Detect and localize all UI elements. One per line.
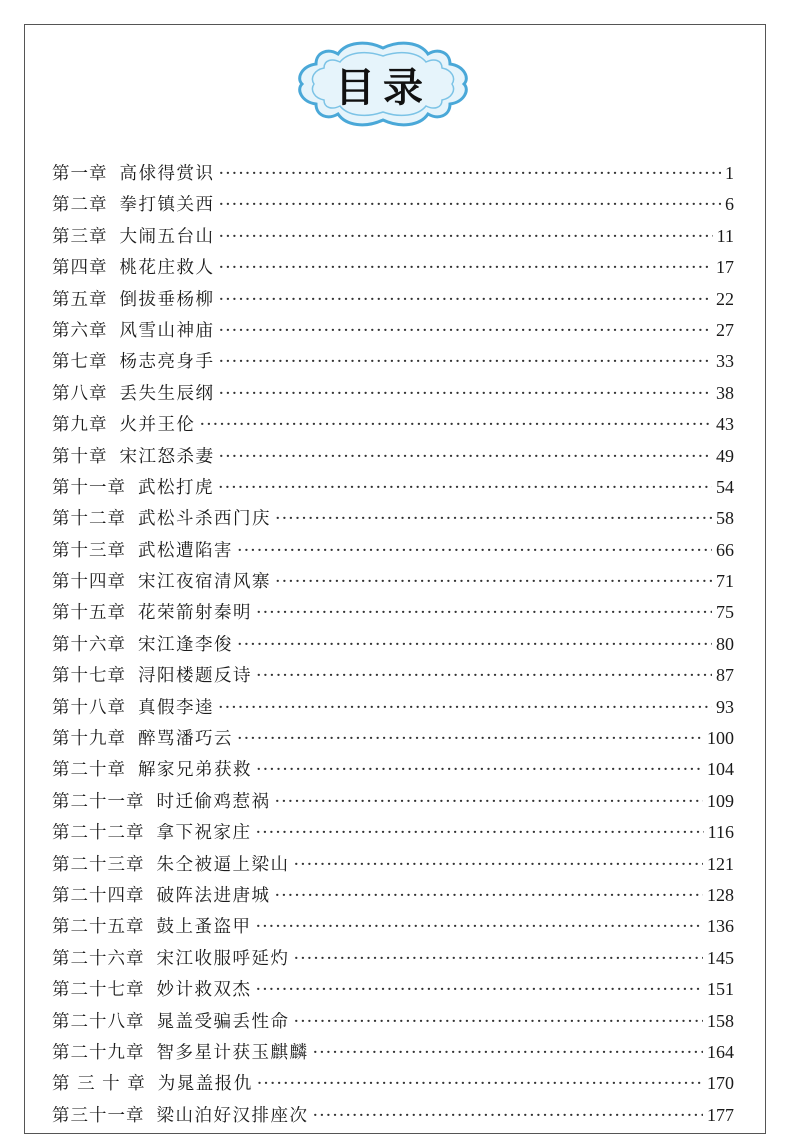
dot-leader: [218, 478, 712, 498]
chapter-number: 第十一章: [52, 477, 126, 498]
chapter-number: 第三十一章: [52, 1105, 145, 1126]
page-number: 121: [707, 853, 734, 874]
chapter-number: 第七章: [52, 352, 108, 373]
chapter-number: 第十五章: [52, 603, 126, 624]
chapter-number: 第二章: [52, 195, 108, 216]
toc-entry[interactable]: [52, 976, 734, 1007]
dot-leader: [275, 572, 712, 592]
page-number: 170: [707, 1073, 734, 1094]
chapter-number: 第二十六章: [52, 948, 145, 969]
chapter-number: 第二十章: [52, 760, 126, 781]
dot-leader: [218, 698, 712, 718]
chapter-number: 第三章: [52, 226, 108, 247]
dot-leader: [275, 886, 704, 906]
chapter-title: 丢失生辰纲: [119, 383, 215, 404]
page-number: 71: [716, 571, 734, 592]
chapter-number: 第二十四章: [52, 885, 145, 906]
dot-leader: [237, 541, 712, 561]
page-number: 11: [716, 225, 734, 246]
toc-entry[interactable]: [52, 1102, 734, 1133]
toc-entry[interactable]: [52, 286, 734, 317]
dot-leader: [256, 823, 704, 843]
toc-entry[interactable]: [52, 819, 734, 850]
dot-leader: [219, 290, 713, 310]
chapter-title: 妙计救双杰: [156, 980, 252, 1001]
chapter-number: 第十六章: [52, 634, 126, 655]
toc-entry[interactable]: [52, 348, 734, 379]
page-number: 80: [716, 633, 734, 654]
toc-entry[interactable]: [52, 756, 734, 787]
page-number: 109: [707, 790, 734, 811]
dot-leader: [256, 760, 703, 780]
chapter-title: 花荣箭射秦明: [138, 603, 252, 624]
chapter-number: 第十四章: [52, 572, 126, 593]
chapter-title: 醉骂潘巧云: [138, 729, 233, 750]
chapter-title: 高俅得赏识: [119, 164, 215, 184]
page-number: 17: [716, 257, 734, 278]
toc-entry[interactable]: [52, 788, 734, 819]
chapter-title: 解家兄弟获救: [138, 760, 252, 781]
dot-leader: [219, 384, 713, 404]
dot-leader: [275, 509, 712, 529]
table-of-contents: [52, 160, 734, 1133]
page-number: 6: [725, 194, 734, 215]
page-number: 145: [707, 947, 734, 968]
page-number: 177: [707, 1104, 734, 1125]
chapter-number: 第十七章: [52, 666, 126, 687]
dot-leader: [294, 949, 704, 969]
page-title: 目录: [335, 64, 431, 111]
toc-entry[interactable]: [52, 160, 734, 191]
toc-entry[interactable]: [52, 380, 734, 411]
toc-entry[interactable]: [52, 599, 734, 630]
chapter-title: 武松遭陷害: [138, 540, 233, 561]
page-number: 54: [716, 476, 734, 497]
dot-leader: [256, 917, 704, 937]
dot-leader: [294, 1012, 704, 1032]
toc-entry[interactable]: [52, 317, 734, 348]
chapter-title: 宋江夜宿清风寨: [138, 572, 271, 593]
dot-leader: [219, 258, 713, 278]
chapter-number: 第六章: [52, 320, 108, 341]
dot-leader: [237, 635, 712, 655]
chapter-number: 第二十三章: [52, 854, 145, 875]
chapter-title: 宋江收服呼延灼: [156, 948, 290, 969]
page-number: 22: [716, 288, 734, 309]
chapter-title: 宋江怒杀妻: [119, 446, 215, 467]
toc-entry[interactable]: [52, 851, 734, 882]
dot-leader: [256, 603, 712, 623]
dot-leader: [219, 321, 713, 341]
dot-leader: [313, 1106, 704, 1126]
toc-entry[interactable]: [52, 1070, 734, 1101]
toc-entry[interactable]: [52, 411, 734, 442]
chapter-number: 第四章: [52, 258, 108, 279]
toc-entry[interactable]: [52, 1008, 734, 1039]
chapter-title: 武松打虎: [138, 477, 214, 498]
chapter-number: 第九章: [52, 415, 108, 436]
page-number: 66: [716, 539, 734, 560]
page-number: 33: [716, 351, 734, 372]
chapter-number: 第二十二章: [52, 823, 145, 844]
page-number: 1: [725, 163, 734, 183]
chapter-title: 倒拔垂杨柳: [119, 289, 215, 310]
chapter-title: 拳打镇关西: [119, 195, 215, 216]
chapter-title: 为晁盖报仇: [157, 1074, 253, 1095]
dot-leader: [219, 164, 722, 184]
toc-entry[interactable]: [52, 631, 734, 662]
dot-leader: [219, 352, 713, 372]
chapter-number: 第十三章: [52, 540, 126, 561]
page-number: 100: [707, 728, 734, 749]
chapter-number: 第二十五章: [52, 917, 145, 938]
page-number: 93: [716, 696, 734, 717]
toc-entry[interactable]: [52, 662, 734, 693]
toc-entry[interactable]: [52, 725, 734, 756]
page-number: 116: [707, 822, 734, 843]
chapter-number: 第二十八章: [52, 1011, 145, 1032]
chapter-number: 第十九章: [52, 729, 126, 750]
page-number: 43: [716, 414, 734, 435]
page-number: 27: [716, 319, 734, 340]
chapter-title: 破阵法进唐城: [156, 885, 271, 906]
toc-entry[interactable]: [52, 945, 734, 976]
toc-entry[interactable]: [52, 505, 734, 536]
chapter-title: 风雪山神庙: [119, 320, 215, 341]
page-number: 151: [707, 979, 734, 1000]
chapter-title: 智多星计获玉麒麟: [156, 1042, 309, 1063]
toc-entry[interactable]: [52, 882, 734, 913]
toc-entry[interactable]: [52, 694, 734, 725]
chapter-title: 杨志亮身手: [119, 352, 215, 373]
dot-leader: [219, 227, 713, 247]
dot-leader: [275, 792, 704, 812]
chapter-title: 大闹五台山: [119, 226, 215, 247]
page-number: 38: [716, 382, 734, 403]
chapter-title: 晁盖受骗丢性命: [156, 1011, 290, 1032]
dot-leader: [256, 666, 712, 686]
dot-leader: [294, 855, 704, 875]
page-number: 104: [707, 759, 734, 780]
page-number: 49: [716, 445, 734, 466]
chapter-number: 第二十一章: [52, 791, 145, 812]
chapter-title: 真假李逵: [138, 697, 214, 718]
chapter-title: 火并王伦: [119, 415, 196, 436]
toc-entry[interactable]: [52, 913, 734, 944]
page-number: 87: [716, 665, 734, 686]
dot-leader: [257, 1074, 703, 1094]
chapter-number: 第八章: [52, 383, 108, 404]
chapter-number: 第二十七章: [52, 980, 145, 1001]
chapter-title: 朱仝被逼上梁山: [156, 854, 290, 875]
toc-entry[interactable]: [52, 443, 734, 474]
page-number: 58: [716, 508, 734, 529]
chapter-title: 鼓上蚤盗甲: [156, 917, 252, 938]
page-number: 158: [707, 1010, 734, 1031]
chapter-number: 第十八章: [52, 697, 126, 718]
dot-leader: [256, 980, 704, 1000]
chapter-title: 浔阳楼题反诗: [138, 666, 252, 687]
chapter-title: 宋江逢李俊: [138, 634, 233, 655]
toc-entry[interactable]: [52, 474, 734, 505]
chapter-title: 桃花庄救人: [119, 258, 215, 279]
page-number: 128: [707, 884, 734, 905]
chapter-number: 第 三 十 章: [52, 1074, 146, 1095]
title-badge: [288, 34, 478, 134]
toc-entry[interactable]: [52, 191, 734, 222]
dot-leader: [200, 415, 713, 435]
toc-entry[interactable]: [52, 1039, 734, 1070]
chapter-title: 梁山泊好汉排座次: [156, 1105, 309, 1126]
dot-leader: [219, 447, 713, 467]
toc-entry[interactable]: [52, 254, 734, 285]
dot-leader: [313, 1043, 704, 1063]
chapter-title: 武松斗杀西门庆: [138, 509, 271, 530]
toc-entry[interactable]: [52, 537, 734, 568]
chapter-number: 第十章: [52, 446, 108, 467]
dot-leader: [219, 195, 722, 215]
chapter-number: 第十二章: [52, 509, 126, 530]
chapter-title: 拿下祝家庄: [156, 823, 252, 844]
page-number: 75: [716, 602, 734, 623]
chapter-title: 时迁偷鸡惹祸: [156, 791, 271, 812]
toc-entry[interactable]: [52, 568, 734, 599]
toc-entry[interactable]: [52, 223, 734, 254]
page-number: 164: [707, 1041, 734, 1062]
page-number: 136: [707, 916, 734, 937]
chapter-number: 第二十九章: [52, 1042, 145, 1063]
chapter-number: 第五章: [52, 289, 108, 310]
dot-leader: [237, 729, 703, 749]
chapter-number: 第一章: [52, 164, 108, 184]
